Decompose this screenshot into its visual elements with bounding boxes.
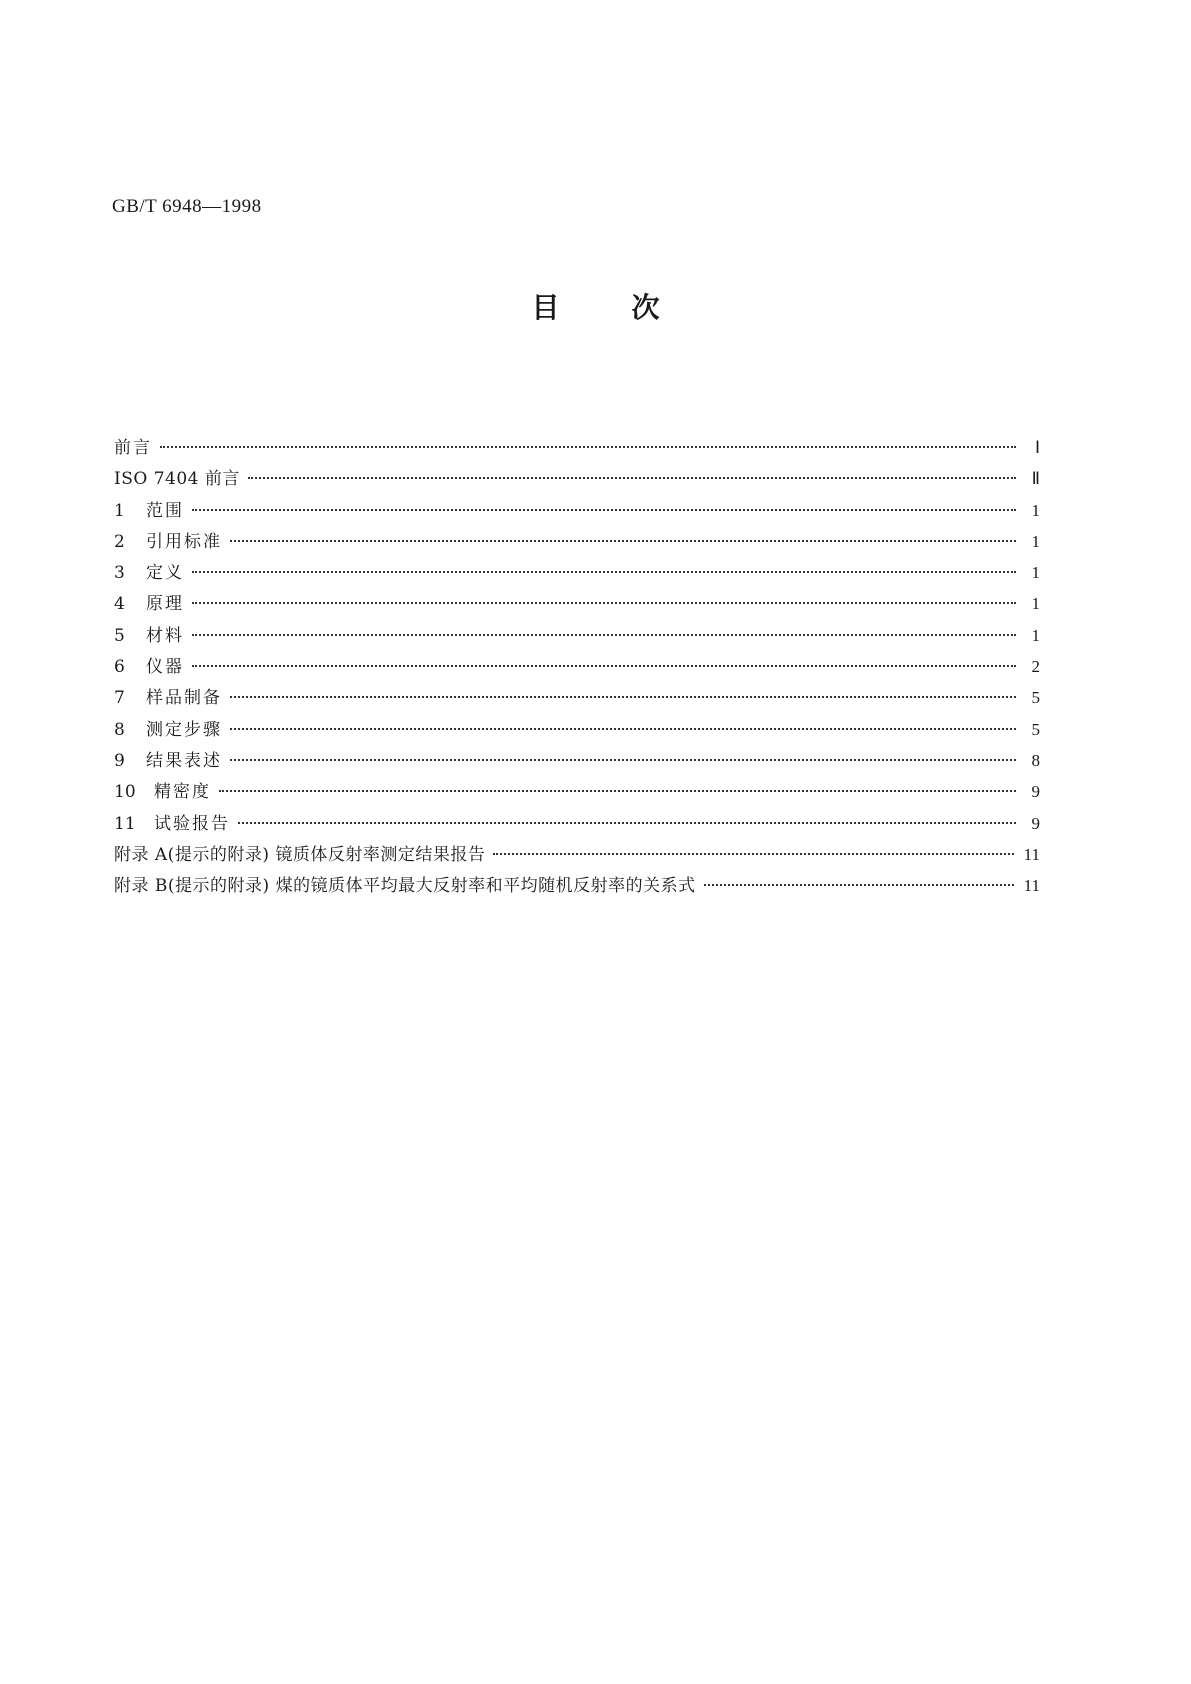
toc-entry-label: 测定步骤 xyxy=(146,719,222,740)
toc-entry-label: 附录 B(提示的附录) 煤的镜质体平均最大反射率和平均随机反射率的关系式 xyxy=(114,876,696,897)
toc-entry-label: 样品制备 xyxy=(146,688,222,709)
toc-entry-page: 1 xyxy=(1031,500,1040,520)
toc-entry-page: 11 xyxy=(1023,844,1040,864)
toc-entry-label: 试验报告 xyxy=(154,813,230,834)
toc-entry[interactable] xyxy=(114,527,1040,558)
toc-entry-page: 2 xyxy=(1031,657,1040,677)
toc-leader-dots xyxy=(192,571,1016,573)
toc-entry[interactable] xyxy=(114,683,1040,714)
toc-entry-number: 8 xyxy=(114,719,125,740)
toc-leader-dots xyxy=(230,759,1016,761)
toc-entry-label: 原理 xyxy=(146,594,184,615)
toc-entry-label: 材料 xyxy=(146,625,184,646)
toc-entry[interactable] xyxy=(114,715,1040,746)
standard-number: GB/T 6948—1998 xyxy=(112,196,262,217)
toc-entry-number: 5 xyxy=(114,625,125,646)
toc-entry[interactable] xyxy=(114,558,1040,589)
toc-leader-dots xyxy=(219,790,1016,792)
toc-entry[interactable] xyxy=(114,621,1040,652)
toc-entry-page: Ⅱ xyxy=(1031,469,1040,489)
toc-entry-page: 1 xyxy=(1031,625,1040,645)
toc-entry-label: ISO 7404 前言 xyxy=(114,469,240,490)
toc-entry-page: 5 xyxy=(1031,719,1040,739)
toc-entry-page: 11 xyxy=(1023,876,1040,896)
toc-entry[interactable] xyxy=(114,809,1040,840)
toc-entry-number: 2 xyxy=(114,531,125,552)
toc-entry-number: 4 xyxy=(114,594,125,615)
toc-leader-dots xyxy=(192,634,1016,636)
toc-entry-number: 9 xyxy=(114,750,125,771)
toc-entry-label: 前言 xyxy=(114,438,152,458)
toc-entry[interactable] xyxy=(114,496,1040,527)
toc-leader-dots xyxy=(192,602,1016,604)
toc-entry-label: 结果表述 xyxy=(146,750,222,771)
toc-entry[interactable] xyxy=(114,746,1040,777)
toc-entry-number: 7 xyxy=(114,688,125,709)
toc-entry-page: 1 xyxy=(1031,563,1040,583)
toc-entry-appendix-a[interactable] xyxy=(114,840,1040,871)
toc-entry[interactable] xyxy=(114,589,1040,620)
toc-leader-dots xyxy=(248,477,1016,479)
toc-entry[interactable] xyxy=(114,464,1040,495)
toc-entry-page: 1 xyxy=(1031,594,1040,614)
toc-entry[interactable] xyxy=(114,652,1040,683)
toc-entry-label: 附录 A(提示的附录) 镜质体反射率测定结果报告 xyxy=(114,844,486,865)
toc-entry-page: 5 xyxy=(1031,688,1040,708)
toc-entry-number: 10 xyxy=(114,782,136,803)
toc-entry-page: 9 xyxy=(1031,813,1040,833)
toc-leader-dots xyxy=(230,696,1016,698)
toc-entry-page: 9 xyxy=(1031,782,1040,802)
toc-entry-appendix-b[interactable] xyxy=(114,871,1040,902)
toc-entry-label: 精密度 xyxy=(154,782,211,803)
toc-entry-number: 3 xyxy=(114,563,125,584)
toc-leader-dots xyxy=(704,884,1014,886)
toc-leader-dots xyxy=(192,665,1016,667)
table-of-contents xyxy=(114,433,1040,902)
toc-entry-label: 引用标准 xyxy=(146,531,222,552)
toc-entry[interactable] xyxy=(114,777,1040,808)
toc-leader-dots xyxy=(160,446,1016,448)
toc-entry-page: 8 xyxy=(1031,750,1040,770)
toc-entry-label: 定义 xyxy=(146,563,184,584)
toc-entry-number: 1 xyxy=(114,500,125,521)
toc-leader-dots xyxy=(230,728,1016,730)
toc-entry[interactable] xyxy=(114,433,1040,464)
toc-entry-page: Ⅰ xyxy=(1034,438,1040,457)
toc-entry-label: 范围 xyxy=(146,500,184,521)
toc-leader-dots xyxy=(238,822,1016,824)
toc-entry-page: 1 xyxy=(1031,531,1040,551)
toc-entry-number: 11 xyxy=(114,813,136,834)
page-title: 目次 xyxy=(531,291,732,324)
toc-leader-dots xyxy=(230,540,1016,542)
toc-leader-dots xyxy=(493,853,1013,855)
toc-leader-dots xyxy=(192,509,1016,511)
toc-entry-number: 6 xyxy=(114,657,125,678)
toc-entry-label: 仪器 xyxy=(146,657,184,678)
